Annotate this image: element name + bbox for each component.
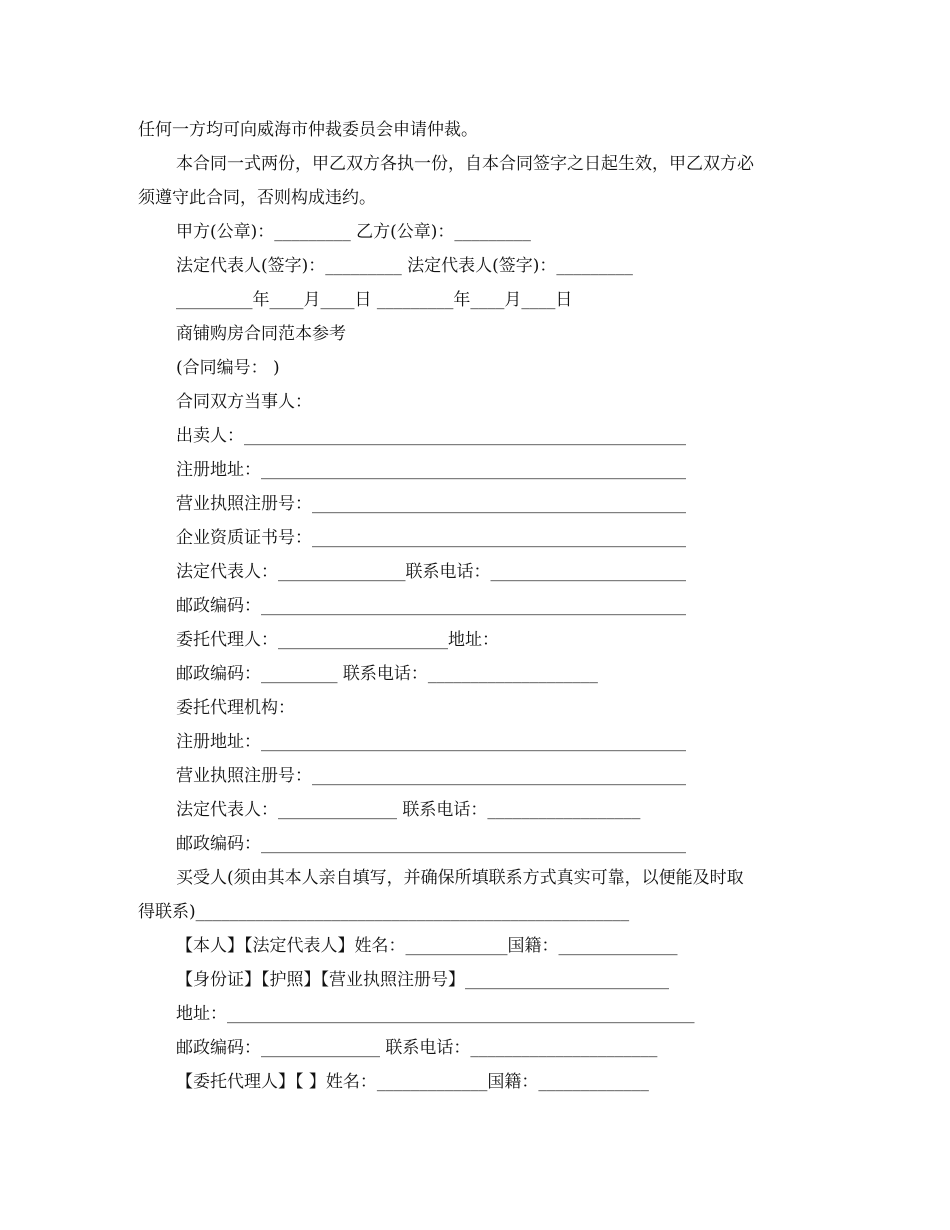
agent-address-field: 委托代理人：____________________地址： [176,630,499,650]
paragraph-copies-cont: 须遵守此合同，否则构成违约。 [138,188,376,208]
buyer-name-nationality-field: 【本人】【法定代表人】姓名：____________国籍：______________ [176,936,678,956]
buyer-postal-phone-field: 邮政编码：______________ 联系电话：______________________ [176,1038,658,1058]
contract-number: (合同编号： ) [176,358,280,378]
date-line: _________年____月____日 _________年____月____日 [176,290,573,310]
business-license-field: 营业执照注册号：____________________________________________ [176,494,686,514]
qualification-cert-field: 企业资质证书号：____________________________________________ [176,528,686,548]
agent-postal-phone-field: 邮政编码：_________ 联系电话：____________________ [176,664,598,684]
buyer-id-field: 【身份证】【护照】【营业执照注册号】________________________ [176,970,669,990]
buyer-paragraph: 买受人(须由其本人亲自填写，并确保所填联系方式真实可靠，以便能及时取 [176,868,744,888]
agency-heading: 委托代理机构： [176,698,295,718]
agency-postal-code-field: 邮政编码：__________________________________________________ [176,834,686,854]
seal-line: 甲方(公章)：_________ 乙方(公章)：_________ [176,222,531,242]
registered-address-field: 注册地址：__________________________________________________ [176,460,686,480]
postal-code-field: 邮政编码：__________________________________________________ [176,596,686,616]
paragraph-arbitration: 任何一方均可向威海市仲裁委员会申请仲裁。 [138,120,478,140]
parties-heading: 合同双方当事人： [176,392,312,412]
section-title: 商铺购房合同范本参考 [176,324,346,344]
paragraph-copies: 本合同一式两份，甲乙双方各执一份，自本合同签字之日起生效，甲乙双方必 [176,154,754,174]
buyer-paragraph-cont: 得联系)___________________________________________________ [138,902,630,922]
signature-line: 法定代表人(签字)：_________ 法定代表人(签字)：_________ [176,256,633,276]
agency-legal-rep-field: 法定代表人：______________ 联系电话：__________________ [176,800,641,820]
seller-field: 出卖人：____________________________________________________ [176,426,686,446]
buyer-agent-field: 【委托代理人】【 】姓名：_____________国籍：_____________ [176,1072,649,1092]
agency-address-field: 注册地址：__________________________________________________ [176,732,686,752]
legal-rep-phone-field: 法定代表人：_______________联系电话：_______________________ [176,562,686,582]
buyer-address-field: 地址：_______________________________________________________ [176,1004,695,1024]
agency-license-field: 营业执照注册号：____________________________________________ [176,766,686,786]
